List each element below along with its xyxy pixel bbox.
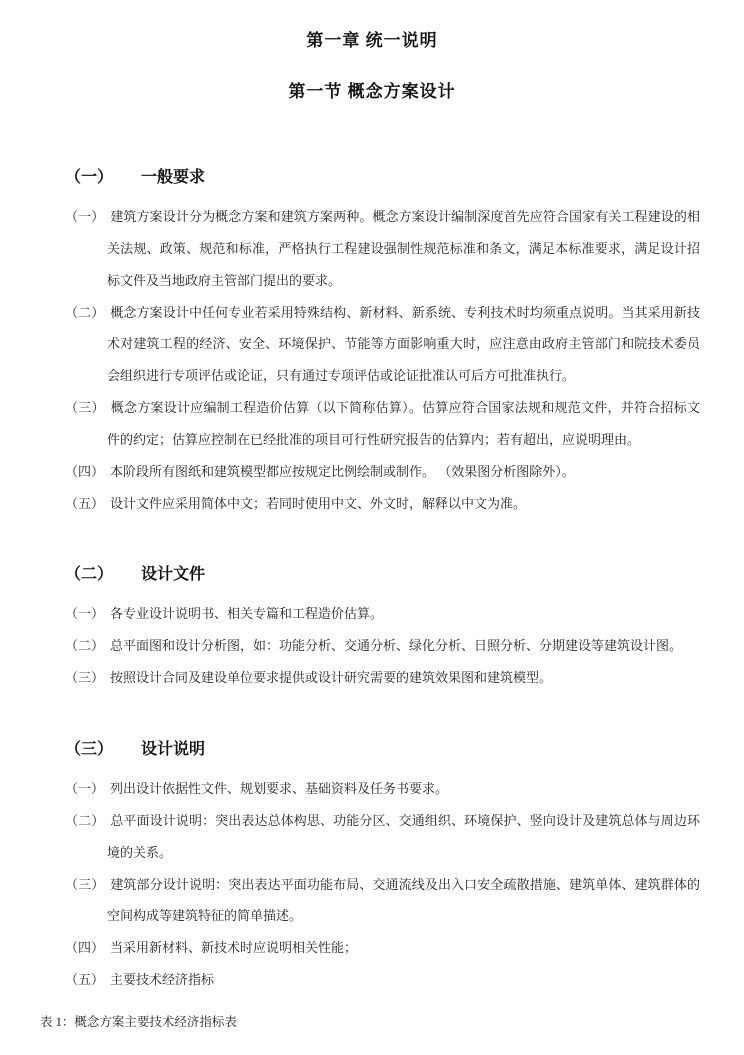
item-number: （一） xyxy=(65,209,105,224)
item-number: （一） xyxy=(65,780,105,796)
section-heading xyxy=(65,561,700,584)
list-item xyxy=(65,392,700,456)
item-number: （二） xyxy=(65,638,105,654)
item-number: （五） xyxy=(65,495,105,511)
item-text: 主要技术经济指标 xyxy=(110,972,215,988)
item-text: 总平面图和设计分析图，如：功能分析、交通分析、绿化分析、日照分析、分期建设等建筑设计图。 xyxy=(110,638,683,654)
section-design-description xyxy=(65,736,700,996)
item-number: （五） xyxy=(65,972,105,988)
list-item xyxy=(65,456,700,488)
section-title: 第一节 概念方案设计 xyxy=(288,82,456,101)
section-heading xyxy=(65,164,700,187)
item-text: 按照设计合同及建设单位要求提供或设计研究需要的建筑效果图和建筑模型。 xyxy=(110,670,553,686)
section-heading-number: （三） xyxy=(65,740,114,758)
item-number: （三） xyxy=(65,670,105,686)
item-text: 设计文件应采用简体中文；若同时使用中文、外文时，解释以中文为准。 xyxy=(110,495,527,511)
item-number: （二） xyxy=(65,304,105,320)
section-heading-title: 一般要求 xyxy=(141,169,206,186)
item-number: （二） xyxy=(65,812,105,828)
section-heading-title: 设计说明 xyxy=(141,740,206,758)
item-text: 概念方案设计中任何专业若采用特殊结构、新材料、新系统、专利技术时均须重点说明。当其采用新技术对建筑工程的经济、安全、环境保护、节能等方面影响重大时，应注意由政府主管部门和院技术委员会组织进行专项评估或论证，只有通过专项评估或论证批准认可后方可批准执行。 xyxy=(107,304,700,384)
item-number: （四） xyxy=(65,940,105,956)
item-text: 总平面设计说明：突出表达总体构思、功能分区、交通组织、环境保护、竖向设计及建筑总体与周边环境的关系。 xyxy=(107,812,700,860)
list-item xyxy=(65,932,700,964)
item-text: 当采用新材料、新技术时应说明相关性能； xyxy=(110,940,358,956)
list-item xyxy=(65,201,700,297)
item-number: （三） xyxy=(65,400,105,416)
item-text: 建筑部分设计说明：突出表达平面功能布局、交通流线及出入口安全疏散措施、建筑单体、建筑群体的空间构成等建筑特征的简单描述。 xyxy=(107,876,700,924)
section-heading-number: （一） xyxy=(65,169,114,186)
item-text: 概念方案设计应编制工程造价估算（以下简称估算）。估算应符合国家法规和规范文件，并符合招标文件的约定；估算应控制在已经批准的项目可行性研究报告的估算内；若有超出，应说明理由。 xyxy=(107,400,700,447)
list-item xyxy=(65,662,700,694)
document-body xyxy=(65,164,700,996)
item-text: 各专业设计说明书、相关专篇和工程造价估算。 xyxy=(110,606,384,622)
list-item xyxy=(65,869,700,933)
chapter-title: 第一章 统一说明 xyxy=(306,31,438,50)
item-text: 本阶段所有图纸和建筑模型都应按规定比例绘制或制作。 （效果图分析图除外）。 xyxy=(110,463,575,479)
list-item xyxy=(65,773,700,805)
section-heading-number: （二） xyxy=(65,566,114,584)
section-heading xyxy=(65,736,700,759)
section-heading-title: 设计文件 xyxy=(141,566,206,584)
list-item xyxy=(65,964,700,996)
item-number: （三） xyxy=(65,876,105,892)
list-item xyxy=(65,297,700,393)
section-general-requirements xyxy=(65,164,700,519)
item-number: （四） xyxy=(65,463,105,479)
table-caption: 表 1：概念方案主要技术经济指标表 xyxy=(40,1014,237,1029)
item-text: 建筑方案设计分为概念方案和建筑方案两种。概念方案设计编制深度首先应符合国家有关工程建设的相关法规、政策、规范和标准，严格执行工程建设强制性规范标准和条文，满足本标准要求，满足设计招标文件及当地政府主管部门提出的要求。 xyxy=(107,209,700,288)
section-design-documents xyxy=(65,561,700,694)
list-item xyxy=(65,598,700,630)
item-number: （一） xyxy=(65,606,105,622)
list-item xyxy=(65,805,700,869)
list-item xyxy=(65,630,700,662)
list-item xyxy=(65,488,700,520)
item-text: 列出设计依据性文件、规划要求、基础资料及任务书要求。 xyxy=(110,780,449,796)
